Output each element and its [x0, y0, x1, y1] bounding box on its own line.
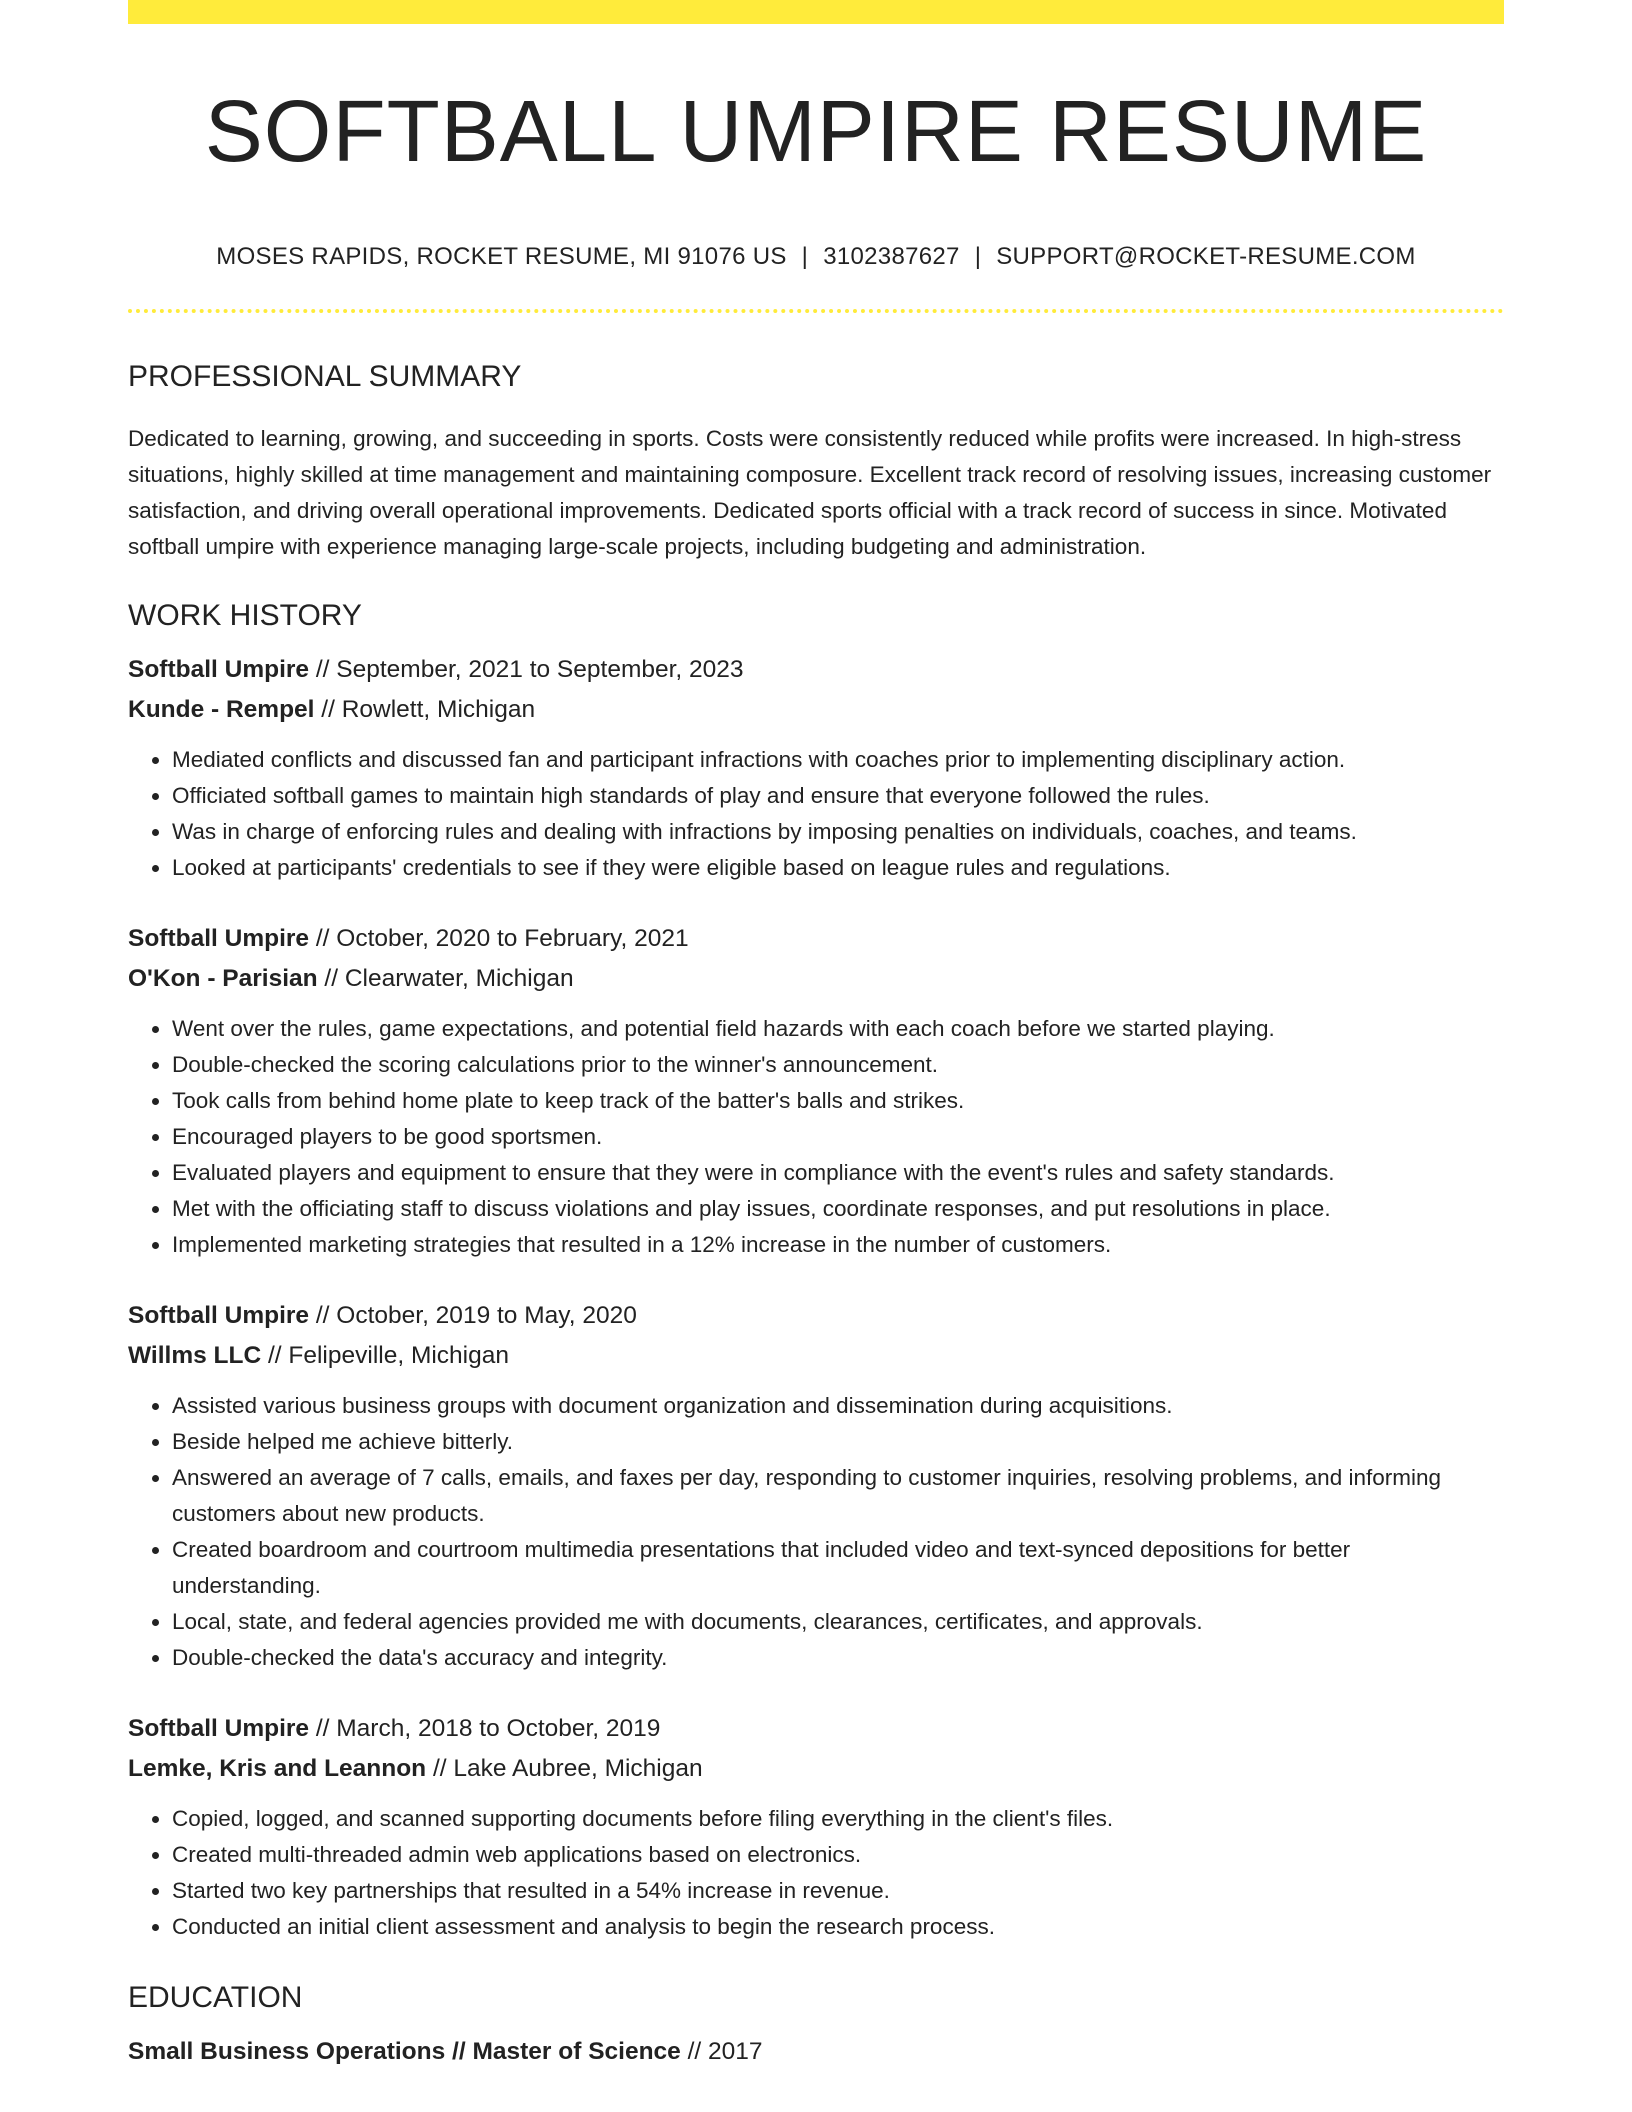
resume-page — [128, 0, 1504, 2072]
job-bullet: • Was in charge of enforcing rules and dealing with infractions by imposing penalties on individuals, coaches, and teams. — [172, 814, 1504, 850]
job-bullet: • Answered an average of 7 calls, emails, and faxes per day, responding to customer inquiries, resolving problems, and informing customers about new products. — [172, 1460, 1504, 1532]
job-bullet: • Started two key partnerships that resulted in a 54% increase in revenue. — [172, 1873, 1504, 1909]
job-company: Lemke, Kris and Leannon — [128, 1755, 427, 1782]
education-field-degree: Small Business Operations // Master of Science — [128, 2038, 681, 2065]
job-location: // Clearwater, Michigan — [317, 965, 574, 992]
job-bullet: • Implemented marketing strategies that resulted in a 12% increase in the number of customers. — [172, 1227, 1504, 1263]
job-location: // Felipeville, Michigan — [261, 1342, 509, 1369]
job-location: // Rowlett, Michigan — [314, 696, 536, 723]
job-bullet: • Went over the rules, game expectations, and potential field hazards with each coach before we started playing. — [172, 1011, 1504, 1047]
job-title: Softball Umpire — [128, 925, 310, 952]
contact-address: MOSES RAPIDS, ROCKET RESUME, MI 91076 US — [216, 243, 787, 270]
contact-phone: 3102387627 — [823, 243, 960, 270]
job-title-line — [128, 1296, 1504, 1336]
job-company: O'Kon - Parisian — [128, 965, 318, 992]
job-dates: // October, 2020 to February, 2021 — [309, 925, 689, 952]
job-bullet: • Local, state, and federal agencies provided me with documents, clearances, certificates, and approvals. — [172, 1604, 1504, 1640]
job-company: Willms LLC — [128, 1342, 262, 1369]
contact-separator: | — [974, 243, 982, 270]
job-bullet: • Created multi-threaded admin web applications based on electronics. — [172, 1837, 1504, 1873]
education-entry — [128, 2032, 1504, 2072]
resume-title: SOFTBALL UMPIRE RESUME — [204, 83, 1428, 180]
education-list — [128, 2032, 1504, 2072]
job-title: Softball Umpire — [128, 1302, 310, 1329]
job-bullet: • Took calls from behind home plate to keep track of the batter's balls and strikes. — [172, 1083, 1504, 1119]
job-bullet: • Beside helped me achieve bitterly. — [172, 1424, 1504, 1460]
education-heading: EDUCATION — [128, 1981, 303, 2014]
job-title: Softball Umpire — [128, 656, 310, 683]
job-entry — [128, 919, 1504, 1263]
contact-separator: | — [801, 243, 809, 270]
job-bullet: • Looked at participants' credentials to see if they were eligible based on league rules and regulations. — [172, 850, 1504, 886]
job-bullet-list — [128, 1801, 1504, 1945]
top-accent-bar — [128, 0, 1504, 24]
job-dates: // September, 2021 to September, 2023 — [309, 656, 744, 683]
job-entry — [128, 1296, 1504, 1676]
job-dates: // October, 2019 to May, 2020 — [309, 1302, 637, 1329]
job-title: Softball Umpire — [128, 1715, 310, 1742]
job-bullet: • Mediated conflicts and discussed fan and participant infractions with coaches prior to implementing disciplinary action. — [172, 742, 1504, 778]
job-company-line — [128, 1336, 1504, 1376]
job-company-line — [128, 959, 1504, 999]
job-bullet-list — [128, 742, 1504, 886]
job-bullet-list — [128, 1388, 1504, 1676]
contact-line — [128, 245, 1504, 269]
job-dates: // March, 2018 to October, 2019 — [309, 1715, 661, 1742]
job-company-line — [128, 690, 1504, 730]
job-entry — [128, 1709, 1504, 1945]
job-location: // Lake Aubree, Michigan — [426, 1755, 703, 1782]
work-history-list — [128, 650, 1504, 1945]
job-bullet: • Evaluated players and equipment to ensure that they were in compliance with the event's rules and safety standards. — [172, 1155, 1504, 1191]
job-bullet: • Double-checked the scoring calculations prior to the winner's announcement. — [172, 1047, 1504, 1083]
summary-heading: PROFESSIONAL SUMMARY — [128, 360, 522, 393]
work-history-heading: WORK HISTORY — [128, 599, 362, 632]
job-bullet: • Conducted an initial client assessment and analysis to begin the research process. — [172, 1909, 1504, 1945]
job-company-line — [128, 1749, 1504, 1789]
job-bullet-list — [128, 1011, 1504, 1263]
job-entry — [128, 650, 1504, 886]
job-bullet: • Assisted various business groups with document organization and dissemination during acquisitions. — [172, 1388, 1504, 1424]
job-bullet: • Double-checked the data's accuracy and integrity. — [172, 1640, 1504, 1676]
job-bullet: • Created boardroom and courtroom multimedia presentations that included video and text-synced depositions for better understanding. — [172, 1532, 1504, 1604]
job-title-line — [128, 1709, 1504, 1749]
education-year: // 2017 — [680, 2038, 763, 2065]
summary-text: Dedicated to learning, growing, and succeeding in sports. Costs were consistently reduced while profits were increased. In high-stress situations, highly skilled at time management and maintaining composure. Excellent track record of resolving issues, increasing customer satisfaction, and driving overall operational improvements. Dedicated sports official with a track record of success in since. Motivated softball umpire with experience managing large-scale projects, including budgeting and administration. — [128, 426, 1492, 559]
job-title-line — [128, 919, 1504, 959]
job-bullet: • Officiated softball games to maintain high standards of play and ensure that everyone followed the rules. — [172, 778, 1504, 814]
job-title-line — [128, 650, 1504, 690]
contact-email: SUPPORT@ROCKET-RESUME.COM — [996, 243, 1416, 270]
job-company: Kunde - Rempel — [128, 696, 315, 723]
job-bullet: • Encouraged players to be good sportsmen. — [172, 1119, 1504, 1155]
dotted-divider — [128, 309, 1504, 313]
job-bullet: • Met with the officiating staff to discuss violations and play issues, coordinate responses, and put resolutions in place. — [172, 1191, 1504, 1227]
job-bullet: • Copied, logged, and scanned supporting documents before filing everything in the client's files. — [172, 1801, 1504, 1837]
